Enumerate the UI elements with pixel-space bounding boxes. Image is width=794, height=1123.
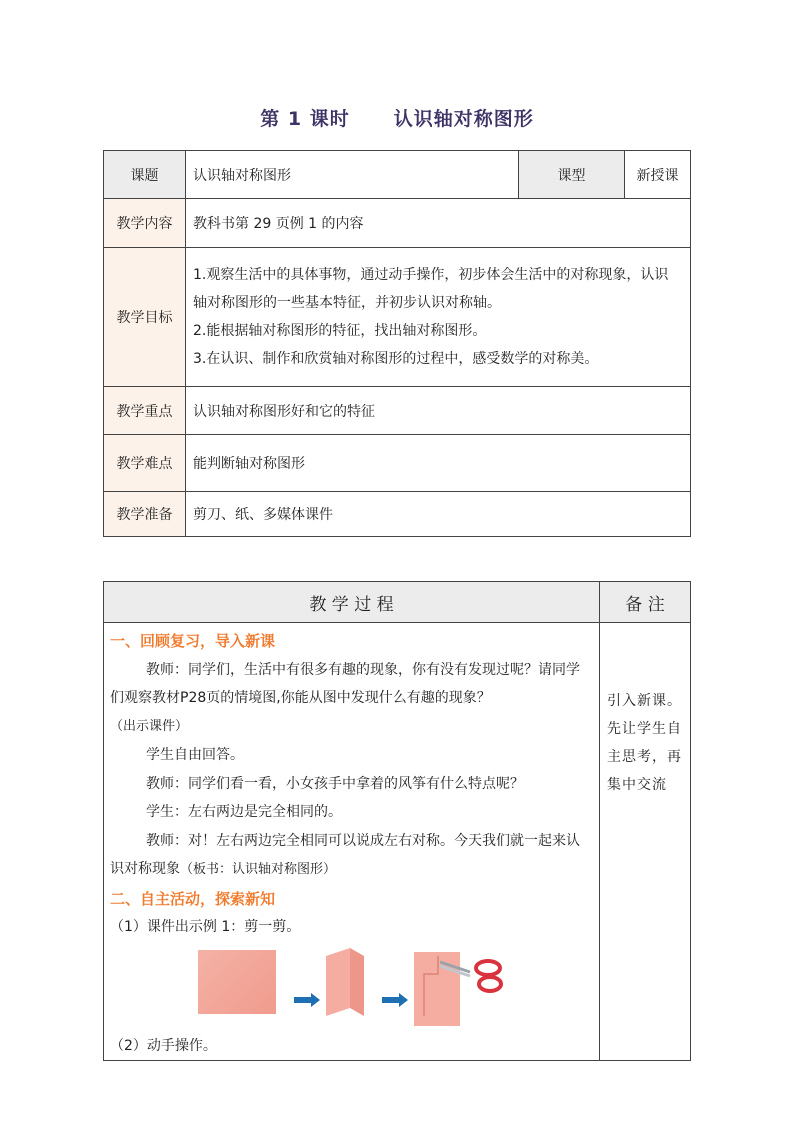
content-label: 教学内容: [104, 199, 186, 248]
paragraph: 学生自由回答。: [146, 747, 244, 763]
key-value: 认识轴对称图形好和它的特征: [186, 387, 691, 435]
content-value: 教科书第 29 页例 1 的内容: [186, 199, 691, 248]
difficulty-value: 能判断轴对称图形: [186, 435, 691, 492]
process-header: 教 学 过 程: [104, 582, 600, 623]
goals-label: 教学目标: [104, 248, 186, 387]
paragraph-note: （出示课件）: [110, 718, 189, 734]
lesson-info-table: [103, 150, 691, 537]
folded-paper-image: [320, 946, 370, 1022]
section-heading: 一、回顾复习，导入新课: [110, 632, 276, 650]
notes-column: 引入新课。先让学生自主思考，再集中交流: [600, 623, 691, 1061]
prep-value: 剪刀、纸、多媒体课件: [186, 492, 691, 537]
teaching-process-table: [103, 581, 691, 1061]
page-title: 第 1 课时 认识轴对称图形: [260, 108, 534, 130]
arrow-right-icon: [294, 997, 312, 1003]
type-value: 新授课: [625, 151, 691, 199]
goal-item: 2.能根据轴对称图形的特征，找出轴对称图形。: [193, 323, 487, 339]
topic-value: 认识轴对称图形: [186, 151, 519, 199]
process-content: [104, 623, 600, 1061]
key-label: 教学重点: [104, 387, 186, 435]
step: （2）动手操作。: [110, 1037, 217, 1054]
step: （1）课件出示例 1：剪一剪。: [110, 919, 301, 935]
type-label: 课型: [519, 151, 625, 199]
notes-header: 备 注: [600, 582, 691, 623]
cutting-paper-scissors-image: [410, 946, 510, 1028]
paragraph: 教师：对！左右两边完全相同可以说成左右对称。今天我们就一起来认识对称现象（板书：认识轴对称图形）: [110, 832, 580, 877]
topic-label: 课题: [104, 151, 186, 199]
paper-cutting-illustration: [110, 946, 593, 1032]
prep-label: 教学准备: [104, 492, 186, 537]
goals-list: [186, 248, 691, 387]
paragraph-note: （板书：认识轴对称图形）: [180, 862, 337, 877]
paragraph: 教师：同学们，生活中有很多有趣的现象，你有没有发现过呢？请同学们观察教材P28页的情境图,你能从图中发现什么有趣的现象？: [110, 661, 580, 706]
goal-item: 1.观察生活中的具体事物，通过动手操作，初步体会生活中的对称现象，认识轴对称图形的一些基本特征，并初步认识对称轴。: [193, 267, 669, 311]
paragraph: 教师：同学们看一看，小女孩手中拿着的风筝有什么特点呢？: [146, 775, 524, 792]
goal-item: 3.在认识、制作和欣赏轴对称图形的过程中，感受数学的对称美。: [193, 351, 599, 367]
section-heading: 二、自主活动，探索新知: [110, 889, 276, 908]
difficulty-label: 教学难点: [104, 435, 186, 492]
arrow-right-icon: [382, 997, 400, 1003]
pink-paper-image: [198, 950, 276, 1014]
paragraph: 学生：左右两边是完全相同的。: [146, 804, 342, 820]
